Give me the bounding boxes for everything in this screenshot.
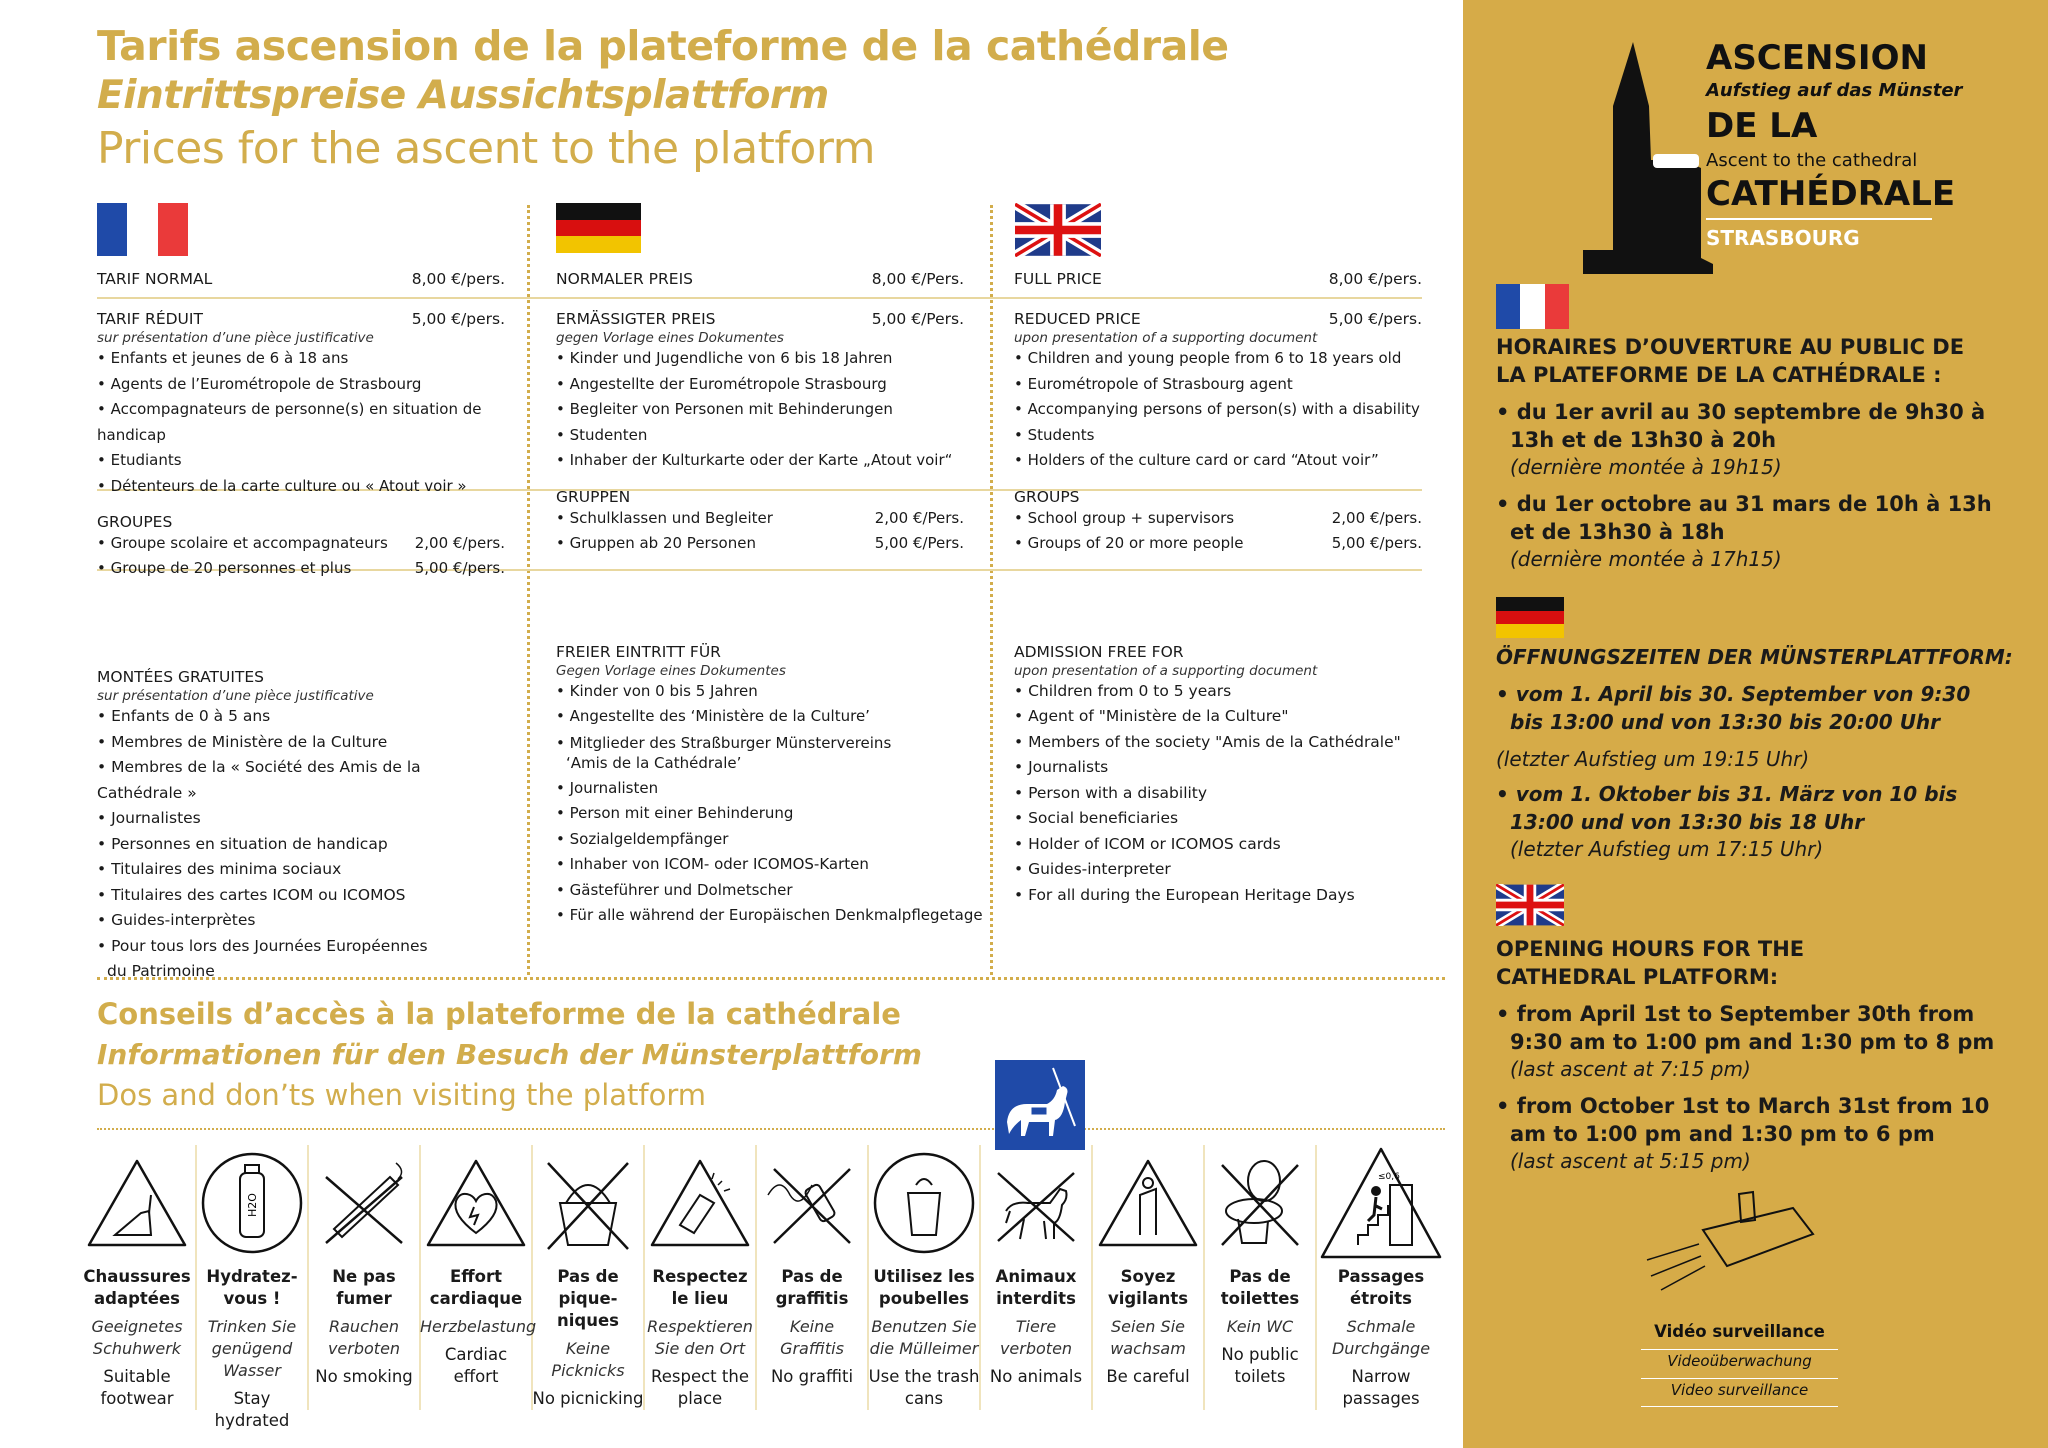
cctv-line — [1641, 1349, 1838, 1350]
list-item: • Holders of the culture card or card “Atout voir” — [1014, 448, 1422, 474]
reduced-list — [1014, 346, 1422, 474]
price-column-en — [1014, 200, 1422, 908]
list-item: • Holder of ICOM or ICOMOS cards — [1014, 832, 1422, 858]
group-price: 2,00 €/Pers. — [874, 508, 964, 527]
svg-text:H2O: H2O — [246, 1192, 259, 1217]
respect-place-icon — [648, 1155, 752, 1251]
be-careful-icon — [1096, 1155, 1200, 1251]
water-bottle-icon — [200, 1151, 304, 1255]
uk-flag-icon — [1496, 884, 1564, 926]
normal-price: 8,00 €/pers. — [1328, 270, 1422, 288]
de-period-1: vom 1. April bis 30. September von 9:30 bis 13:00 und von 13:30 bis 20:00 Uhr — [1510, 682, 1971, 734]
normal-label: TARIF NORMAL — [97, 270, 213, 288]
reduced-label: ERMÄSSIGTER PREIS — [556, 310, 716, 328]
reduced-note: gegen Vorlage eines Dokumentes — [556, 330, 784, 346]
list-item: • Children and young people from 6 to 18 years old — [1014, 346, 1422, 372]
group-item: • Gruppen ab 20 Personen — [556, 533, 756, 552]
list-item: • Guides-interprètes — [97, 908, 505, 934]
fr-hours-heading: HORAIRES D’OUVERTURE AU PUBLIC DE LA PLATEFORME DE LA CATHÉDRALE : — [1496, 335, 1965, 387]
list-item: • Titulaires des cartes ICOM ou ICOMOS — [97, 883, 505, 909]
title-en: Prices for the ascent to the platform — [97, 123, 876, 174]
list-item: • Person with a disability — [1014, 781, 1422, 807]
section-separator — [97, 1128, 1445, 1130]
free-label: ADMISSION FREE FOR — [1014, 642, 1184, 661]
de-period-1-note: (letzter Aufstieg um 19:15 Uhr) — [1496, 747, 1810, 771]
group-item: • Groupe de 20 personnes et plus — [97, 559, 352, 577]
no-smoking-icon — [312, 1155, 416, 1251]
france-flag-icon — [1496, 284, 1569, 329]
list-item: • Enfants et jeunes de 6 à 18 ans — [97, 346, 505, 372]
fr-period-1: du 1er avril au 30 septembre de 9h30 à 13h et de 13h30 à 20h — [1510, 400, 1986, 452]
price-column-fr — [97, 200, 505, 985]
cctv-fr: Vidéo surveillance — [1654, 1322, 1825, 1341]
list-item: • Inhaber von ICOM- oder ICOMOS-Karten — [556, 852, 964, 878]
normal-label: NORMALER PREIS — [556, 270, 693, 288]
no-graffiti-icon — [760, 1155, 864, 1251]
advice-narrow: ≤0,6 Passages étroits Schmale Durchgänge Narrow passages — [1316, 1145, 1446, 1410]
reduced-label: TARIF RÉDUIT — [97, 310, 203, 328]
price-column-de — [556, 200, 983, 929]
groups-label: GRUPPEN — [556, 487, 631, 506]
free-list — [556, 679, 983, 929]
guide-dog-badge-icon — [995, 1060, 1085, 1150]
normal-label: FULL PRICE — [1014, 270, 1102, 288]
advice-no-animals: Animaux interdits Tiere verboten No animals — [980, 1145, 1092, 1388]
fr-hours: • du 1er avril au 30 septembre de 9h30 à 13h et de 13h30 à 20h (dernière montée à 19h15) • du 1er octobre au 31 mars de 10h à 13h et de 13h30 à 18h (dernière montée à 17h15) — [1496, 398, 2016, 572]
normal-price: 8,00 €/Pers. — [871, 270, 964, 288]
no-toilet-icon — [1208, 1153, 1312, 1253]
cctv-line — [1641, 1406, 1838, 1407]
group-item: • School group + supervisors — [1014, 508, 1235, 527]
group-item: • Schulklassen und Begleiter — [556, 508, 773, 527]
advice-effort: Effort cardiaque Herzbelastung Cardiac effort — [420, 1145, 532, 1388]
no-picnic-icon — [536, 1153, 640, 1253]
group-item: • Groups of 20 or more people — [1014, 533, 1244, 552]
reduced-note: upon presentation of a supporting document — [1014, 330, 1318, 346]
advice-hydrate: H2O Hydratez-vous ! Trinken Sie genügend Wasser Stay hydrated — [196, 1145, 308, 1432]
side-panel — [1463, 0, 2048, 1448]
list-item: • Person mit einer Behinderung — [556, 801, 964, 827]
list-item: • Journalisten — [556, 776, 964, 802]
reduced-price: 5,00 €/pers. — [411, 310, 505, 328]
narrow-stairs-icon — [1318, 1145, 1444, 1261]
list-item: • Accompagnateurs de personne(s) en situation de handicap — [97, 397, 505, 448]
reduced-price: 5,00 €/Pers. — [871, 310, 964, 328]
icon-label: ≤0,6 — [1378, 1171, 1400, 1182]
list-item: • Accompanying persons of person(s) with a disability — [1014, 397, 1422, 423]
list-item: • Pour tous lors des Journées Européennes du Patrimoine — [97, 934, 437, 985]
list-item: • Agent of "Ministère de la Culture" — [1014, 704, 1422, 730]
video-camera-icon — [1643, 1190, 1833, 1300]
list-item: • Journalists — [1014, 755, 1422, 781]
conseils-title-de: Informationen für den Besuch der Münsterplattform — [97, 1038, 922, 1071]
de-period-2-note: (letzter Aufstieg um 17:15 Uhr) — [1510, 837, 1824, 861]
groups-label: GROUPS — [1014, 487, 1080, 506]
group-price: 2,00 €/pers. — [1331, 508, 1422, 527]
list-item: • Social beneficiaries — [1014, 806, 1422, 832]
free-list — [1014, 679, 1422, 909]
de-period-2: vom 1. Oktober bis 31. März von 10 bis 13:00 und von 13:30 bis 18 Uhr — [1510, 782, 1958, 834]
side-city: STRASBOURG — [1706, 226, 1860, 250]
list-item: • Journalistes — [97, 806, 505, 832]
group-price: 2,00 €/pers. — [414, 534, 505, 552]
reduced-label: REDUCED PRICE — [1014, 310, 1141, 328]
advice-no-picnic: Pas de pique-niques Keine Picknicks No picnicking — [532, 1145, 644, 1410]
trash-can-icon — [872, 1151, 976, 1255]
reduced-list — [97, 346, 505, 499]
reduced-price: 5,00 €/pers. — [1328, 310, 1422, 328]
list-item: • Détenteurs de la carte culture ou « Atout voir » — [97, 474, 505, 500]
list-item: • Membres de Ministère de la Culture — [97, 730, 505, 756]
advice-shoes: Chaussures adaptées Geeignetes Schuhwerk Suitable footwear — [81, 1145, 193, 1410]
free-note: upon presentation of a supporting document — [1014, 662, 1318, 679]
en-period-2-note: (last ascent at 5:15 pm) — [1510, 1149, 1751, 1173]
en-period-1: from April 1st to September 30th from 9:30 am to 1:00 pm and 1:30 pm to 8 pm — [1510, 1002, 1995, 1054]
cctv-de: Videoüberwachung — [1667, 1352, 1812, 1370]
conseils-title-fr: Conseils d’accès à la plateforme de la cathédrale — [97, 997, 901, 1031]
group-price: 5,00 €/pers. — [1331, 533, 1422, 552]
advice-respect: Respectez le lieu Respektieren Sie den Ort Respect the place — [644, 1145, 756, 1410]
reduced-note: sur présentation d’une pièce justificative — [97, 330, 374, 346]
list-item: • Etudiants — [97, 448, 505, 474]
title-de: Eintrittspreise Aussichtsplattform — [97, 73, 829, 118]
side-title-1: ASCENSION — [1706, 38, 1928, 78]
side-title-3: CATHÉDRALE — [1706, 174, 1956, 214]
advice-careful: Soyez vigilants Seien Sie wachsam Be careful — [1092, 1145, 1204, 1388]
shoe-icon — [85, 1155, 189, 1251]
en-period-1-note: (last ascent at 7:15 pm) — [1510, 1057, 1751, 1081]
group-item: • Groupe scolaire et accompagnateurs — [97, 534, 388, 552]
side-underline — [1706, 218, 1932, 220]
free-note: Gegen Vorlage eines Dokumentes — [556, 662, 786, 679]
list-item: • Personnes en situation de handicap — [97, 832, 505, 858]
groups-label: GROUPES — [97, 513, 173, 531]
list-item: • Students — [1014, 423, 1422, 449]
advice-no-graffiti: Pas de graffitis Keine Graffitis No graffiti — [756, 1145, 868, 1388]
list-item: • Mitglieder des Straßburger Münstervereins ‘Amis de la Cathédrale’ — [556, 730, 916, 776]
list-item: • Children from 0 to 5 years — [1014, 679, 1422, 705]
side-title-2: DE LA — [1706, 106, 1818, 146]
list-item: • Agents de l’Eurométropole de Strasbourg — [97, 372, 505, 398]
list-item: • Kinder von 0 bis 5 Jahren — [556, 679, 964, 705]
conseils-title-en: Dos and don’ts when visiting the platform — [97, 1078, 707, 1112]
list-item: • Angestellte der Eurométropole Strasbourg — [556, 372, 964, 398]
list-item: • Gästeführer und Dolmetscher — [556, 878, 964, 904]
de-hours: • vom 1. April bis 30. September von 9:30 bis 13:00 und von 13:30 bis 20:00 Uhr (letzter Aufstieg um 19:15 Uhr) • vom 1. Oktober bis 31. März von 10 bis 13:00 und von 13:30 bis 18 Uhr (letzter Aufstieg um 17:15 Uhr) — [1496, 680, 2006, 862]
group-price: 5,00 €/Pers. — [874, 533, 964, 552]
cctv-en: Video surveillance — [1670, 1381, 1809, 1399]
fr-period-2-note: (dernière montée à 17h15) — [1510, 547, 1782, 571]
free-list — [97, 704, 505, 985]
de-hours-heading: ÖFFNUNGSZEITEN DER MÜNSTERPLATTFORM: — [1496, 645, 2013, 669]
free-label: MONTÉES GRATUITES — [97, 668, 265, 686]
column-separator — [527, 205, 530, 975]
advice-trash: Utilisez les poubelles Benutzen Sie die Mülleimer Use the trash cans — [868, 1145, 980, 1410]
cathedral-silhouette-icon — [1583, 42, 1718, 274]
list-item: • Titulaires des minima sociaux — [97, 857, 505, 883]
list-item: • Enfants de 0 à 5 ans — [97, 704, 505, 730]
side-sub-2: Ascent to the cathedral — [1706, 150, 1918, 171]
list-item: • Studenten — [556, 423, 964, 449]
list-item: • Sozialgeldempfänger — [556, 827, 964, 853]
list-item: • Membres de la « Société des Amis de la Cathédrale » — [97, 755, 505, 806]
en-period-2: from October 1st to March 31st from 10 am to 1:00 pm and 1:30 pm to 6 pm — [1510, 1094, 1990, 1146]
group-price: 5,00 €/pers. — [414, 559, 505, 577]
heart-effort-icon — [424, 1155, 528, 1251]
normal-price: 8,00 €/pers. — [411, 270, 505, 288]
reduced-list — [556, 346, 964, 474]
side-sub-1: Aufstieg auf das Münster — [1706, 80, 1963, 101]
fr-period-2: du 1er octobre au 31 mars de 10h à 13h et de 13h30 à 18h — [1510, 492, 1992, 544]
list-item: • Members of the society "Amis de la Cathédrale" — [1014, 730, 1422, 756]
no-animals-icon — [984, 1155, 1088, 1251]
advice-no-toilet: Pas de toilettes Kein WC No public toilets — [1204, 1145, 1316, 1388]
en-hours-heading: OPENING HOURS FOR THE CATHEDRAL PLATFORM: — [1496, 937, 1805, 989]
list-item: • Für alle während der Europäischen Denkmalpflegetage — [556, 903, 964, 929]
advice-no-smoking: Ne pas fumer Rauchen verboten No smoking — [308, 1145, 420, 1388]
list-item: • Inhaber der Kulturkarte oder der Karte „Atout voir“ — [556, 448, 964, 474]
list-item: • Eurométropole of Strasbourg agent — [1014, 372, 1422, 398]
cctv-line — [1641, 1378, 1838, 1379]
list-item: • Guides-interpreter — [1014, 857, 1422, 883]
free-note: sur présentation d’une pièce justificative — [97, 688, 374, 704]
title-fr: Tarifs ascension de la plateforme de la cathédrale — [97, 22, 1229, 70]
list-item: • Begleiter von Personen mit Behinderungen — [556, 397, 964, 423]
fr-period-1-note: (dernière montée à 19h15) — [1510, 455, 1782, 479]
list-item: • Angestellte des ‘Ministère de la Culture’ — [556, 704, 964, 730]
advice-icons — [78, 1145, 1456, 1430]
free-label: FREIER EINTRITT FÜR — [556, 642, 721, 661]
column-separator — [990, 205, 993, 975]
en-hours: • from April 1st to September 30th from 9:30 am to 1:00 pm and 1:30 pm to 8 pm (last ascent at 7:15 pm) • from October 1st to March 31st from 10 am to 1:00 pm and 1:30 pm to 6 pm (last ascent at 5:15 pm) — [1496, 1000, 2016, 1174]
list-item: • Kinder und Jugendliche von 6 bis 18 Jahren — [556, 346, 964, 372]
list-item: • For all during the European Heritage Days — [1014, 883, 1422, 909]
germany-flag-icon — [1496, 597, 1564, 638]
